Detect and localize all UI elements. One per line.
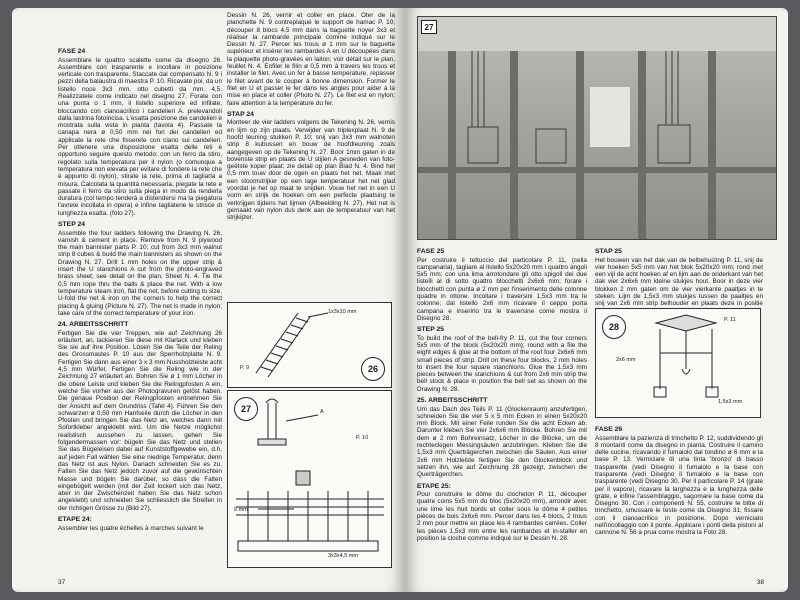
section-heading: ETAPE 25: [417, 482, 451, 490]
section-heading: ETAPE 24: [58, 516, 92, 524]
right-page [405, 8, 788, 592]
deck-photo [418, 17, 776, 239]
section-text: To build the roof of the bell-fry P. 11, cut the four corners 5x5 mm of the block (5x20x20 mm); round with a file the eight edges & glue at the bottom of the roof four 2x6x6 mm small pieces of strip. Drill on these four blocks, 2 mm holes to insert the four square stanchions. Glue the 1,5x3 mm pieces between the stanchions & cut from 2x6 mm strip the bell stock & place in position the bell set as shown on the Drawing N. 28. [417, 334, 587, 393]
fig26-dim: 1x3x10 mm [328, 309, 357, 315]
fig27-number: 27 [234, 397, 258, 421]
fig27-dim-6: 6 mm [234, 507, 248, 513]
section-text: Pour construire le dôme du clocheton P. 11, découper quatre coins 5x5 mm du bloc (5x20x20 mm), arrondir avec une lime les huit bords et coller sous le dôme 4 petites pièces de bois 2x6x6 mm. Percer dans les 4 blocs, 2 trous 2 mm pour mettre en place les 4 rambardes carrées. Coller les pièces 1,5x3 mm entre les rambardes et in-staller en position la cloche comme indiqué sur le Dessin N. 28. [417, 491, 587, 542]
right-column-1 [417, 244, 587, 579]
figure-28 [595, 308, 761, 418]
section-heading: STEP 24 [58, 221, 86, 229]
fig28-dim-15: 1,5x3 mm [718, 399, 743, 405]
left-page [12, 8, 405, 592]
section-heading: STEP 25 [417, 326, 445, 334]
section-heading: 24. ARBEITSSCHRITT [58, 321, 129, 329]
section-text: Um das Dach des Teils P. 11 (Glockenraum) anzufertigen, schneiden Sie die vier 5 x 5 mm Ecken in einen 5x20x20 mm Block. Mit einer Feile runden Sie die acht Ecken ab. Darunter kleben Sie vier 2x6x6 mm Blöcke. Bohren Sie mit dem ø 2 mm Bohreinsatz, Löcher in die Blöcke, um die rechteckigen Messingsäulen anzubringen. Kleben Sie die 1,5x3 mm Querträgerchen zwischen die Säulen. Aus einer 2x6 mm Holzleiste fertigen Sie den Glockenblock und setzen ihn, wie auf Zeichnung 28 gezeigt, zwischen die Querträgerchen. [417, 405, 587, 479]
section-text: Assembler les quatre échelles à marches suivant le [58, 524, 204, 532]
right-page-number: 38 [756, 579, 764, 586]
photo-27 [417, 16, 777, 240]
section-heading: STAP 25 [595, 248, 622, 255]
right-column-2-bottom [595, 422, 763, 582]
fig27-dim-345: 3x3x4,5 mm [328, 553, 358, 559]
right-column-2-top [595, 244, 763, 306]
photo-27-number: 27 [421, 20, 437, 34]
section-heading: STAP 24 [227, 110, 254, 118]
left-page-number: 37 [58, 579, 66, 586]
fig28-dim-2: 2x6 mm [616, 357, 636, 363]
fig27-label-a: A [320, 409, 324, 415]
section-text: Fertigen Sie die vier Treppen, wie auf Zeichnung 26 erläutert, an, lackieren Sie diese mit Klarlack und kleben Sie sie auf ihre Position. Lösen Sie die Teile der Reling des Grossmastes P. 10 aus der Sperrholzplatte N. 9. Fertigen Sie dann aus einer 3 x 3 mm Nussholzleiste acht 4,5 mm Würfel. Fertigen Sie die Reling wie in der Zeichnung 27 erläutert an. Bohren Sie ø 1 mm Löcher in die obere Leiste und kleben Sie die Relingpfosten A ein, welche Sie vorher aus der Photogravuren gelöst haben. Die genaue Position der Relingpfosten entnehmen Sie der Ansicht auf dem Grundriss (Tafel 4). Führen Sie den schwarzen ø 0,50 mm Hanfseile durch die Löcher in den Pfosten und bringen Sie das Netz an, welches dann mit Sofortkleber angeklebt wird. Um die Netze möglichst realistisch aussehen zu lassen, gehen Sie folgendermassen vor: bügeln Sie das Netz und stellen Sie das Bügeleisen dabei auf Kunststoffgewebe ein, d.h. auf jeden Fall wählen Sie eine niedrige Temperatur, denn das Netz ist aus Nylon. Danach schneiden Sie es zu. Falten Sie das Netz jedoch zuvor auf die gewünschten Masse und bügeln Sie darüber, so dass die Falten eingebügelt werden (mit der Zeit lockert sich das Netz, aber in der Zwischenzeit haben Sie das Netz schon angeklebt) und schneiden Sie schliesslich die Streifen in der richtigen Grösse zu (Bild 27). [58, 329, 222, 512]
section-heading: FASE 26 [595, 426, 623, 433]
figure-27 [227, 390, 392, 568]
left-column-1 [58, 44, 222, 579]
section-text: Assemblare le quattro scalette come da disegno 26. Assemblare con trasparente e incollare in posizione verticale con trasparente. Staccate dal compensato N. 9 i pezzi della balaustra di maestra P. 10. Ricavate poi, da un listello noce 3x3 mm, otto cubetti da mm. 4,5. Realizzatele come indicato nel disegno 27. Forate con una punta o 1 mm, il listello superiore ed infilate, bloccando con cianoacrilico i candelieri A. prelevandoli dalla lastrina fotoincisa. L'esatta posizione dei candelieri è mostrata sulla vista in pianta (tavola 4). Passate la canapa nera ø 0,50 mm nei fori dei candelieri ed applicate la rete che fisserete con ciano sui candelieri. Per ottenere una disposizione esatta delle reti è opportuno seguire questo metodo: con un ferro da stiro, regolato sulla temperatura per il nylon (o comunque a temperatura non elevata per evitare di fondere la rete che è appunto di nylon), stirate la rete, prima di tagliarla a misura. Calcolata la quantità necessaria, piegate la rete e passate il ferro da stiro sulla piega in modo da renderla duratura (col tempo tenderà a distendersi ma la piegatura l'avrete incollata in opera) e infine tagliatene le strisce di lunghezza esatta. (foto 27). [58, 56, 223, 217]
section-text: Per costruire il tettuccio del particolare P. 11, (cella campanaria), tagliare al listello 5x20x20 mm i quattro angoli 5x5 mm; con una lima arrotondare gli otto spigoli dei due listelli al di sotto quattro blocchetti 2x6x6 mm; forare i blocchetti con punta ø 2 mm per l'inserimento delle colonne quadre in ottone. Incollare i traversini 1,5x3 mm tra le colonne; dal listello 2x6 mm ricavare il ceppo porta campana e inserirlo tra le traversine come mostra il Disegno 28. [417, 256, 587, 322]
figure-26 [227, 302, 392, 388]
section-heading: FASE 25 [417, 248, 445, 255]
left-column-2 [227, 12, 395, 297]
section-text: Monteer de vier ladders volgens de Tekening N. 26, vernis en lijm op zijn plaats. Verwijder van triplexplaat N. 9 de hoofd leuning stukken P. 10; snij van 3x3 mm walnoten strip 8 kubussen en bouw de hoofdleuning zoals aangegeven op de Tekening N. 27. Boor 1mm gaten in de bovenste strip en plaats de U stijlen A gesneden van foto-geëtste koper plaat; zie detail op plan Blad N. 4. Bind het 0,5 mm touw door de ogen en plaats het net. Maak met een stoomstrijker op een lage temperatuur het net glad voordat je het op maat te snijden. Vouw het net in een U vorm en strijk de hoeken om een perfecte plaatsing te verkrijgen tijdens het lijmen (Afbeelding N. 27). Het net is gemaakt van nylon dus denk aan de temperatuur van het strijkijzer. [227, 119, 395, 222]
section-heading: FASE 24 [58, 48, 86, 55]
fig26-part: P. 9 [240, 365, 250, 371]
section-text: Assemble the four ladders following the Drawing N. 26, varnish & cement in place. Remove from N. 9 plywood the main bannister parts P. 10; cut from 3x3 mm walnut strip 8 cubes & build the main bannisters as shown on the Drawing N. 27. Drill 1 mm holes on the upper strip & insert the U stanchions A cut from the photo-engraved brass sheet; see detail on the plan, Sheet N. 4. Tie the 0,5 mm rope thru the balls & place the net. With a low temperature steam iron, flat the net, before cutting to size. U-fold the net & iron on the corners to help the correct placing & gluing (Picture N. 27). The net is made in nylon; take care of the correct temperature of your iron. [58, 229, 222, 317]
section-text: Assemblare la pazienza di trinchetto P. 12, suddividendo gli 8 montanti come da disegno in pianta. Costruire il camino delle cucine, ricavando il fumaiolo dal tondino ø 6 mm e la base P. 13. Verniciare di una tinta 'bronzo' di basso trasparente (vedi Disegno il fumaiolo e la base con trasparente (vedi Disegno il fumaiolo e la base con trasparente (vedi Disegno 30. Per il particolare P. 14 (grate per il vapore), ricavare la larghezza e la lunghezza delle grate, e infine l'assemblaggio, sagomare la base come da Disegno 30. Con i componenti N. 55, costruire le bitte di trinchetto, smussare le teste come da Disegno 31; fissare con il cianoacrilico in posizione. Dopo verniciato nell'incollaggio con il ponte. Applicare i ponti della pistoni al cannone N. 56 a prua come mostra la Foto 28. [595, 434, 763, 537]
section-heading: 25. ARBEITSSCHRITT [417, 397, 488, 405]
fig27-part: P. 10 [356, 435, 369, 441]
section-text: Het bouwen van het dak van de belbehuizing P. 11, snij de vier hoeken 5x5 mm van het blok 5x20x20 mm; rond met een vijl de acht hoeken af en lijm aan de onderkant van het dak vier 2x6x6 mm kleine stukjes hout. Boor in deze vier blokken 2 mm gaten om de vier vierkante paaltjes in te steken. Lijm de 1,5x3 mm stukjes tussen de paaltjes en snij van 2x6 mm strip belhouder en plaats deze in positie [595, 256, 763, 308]
fig28-number: 28 [602, 315, 626, 339]
section-text: Dessin N. 26, vernir et coller en place. Oter de la planchette N. 9 contreplaqué le support de hamac P. 10; découper 8 blocs 4,5 mm dans la baguette noyer 3x3 et réaliser la rambarde principale comme indiqué sur le Dessin N. 27. Percer les trous ø 1 mm sur le baguette supérieur et insérer les rambardes A en U découpées dans la plaquette photo-gravées en laiton; voir détail sur le plan, feuillet N. 4. Enfiler le filin ø 0,5 mm à travers les trous et installer le filet. Avec un fer à basse température, repasser le filet avant de le couper à bonne dimension. Former le filet en U et passer le fer dans les angles pour aider à la mise en place et coller (Photo N. 27). Le filet est en nylon; faire attention à la température du fer. [227, 12, 395, 107]
fig26-number: 26 [361, 357, 385, 381]
fig28-part: P. 11 [724, 317, 736, 323]
